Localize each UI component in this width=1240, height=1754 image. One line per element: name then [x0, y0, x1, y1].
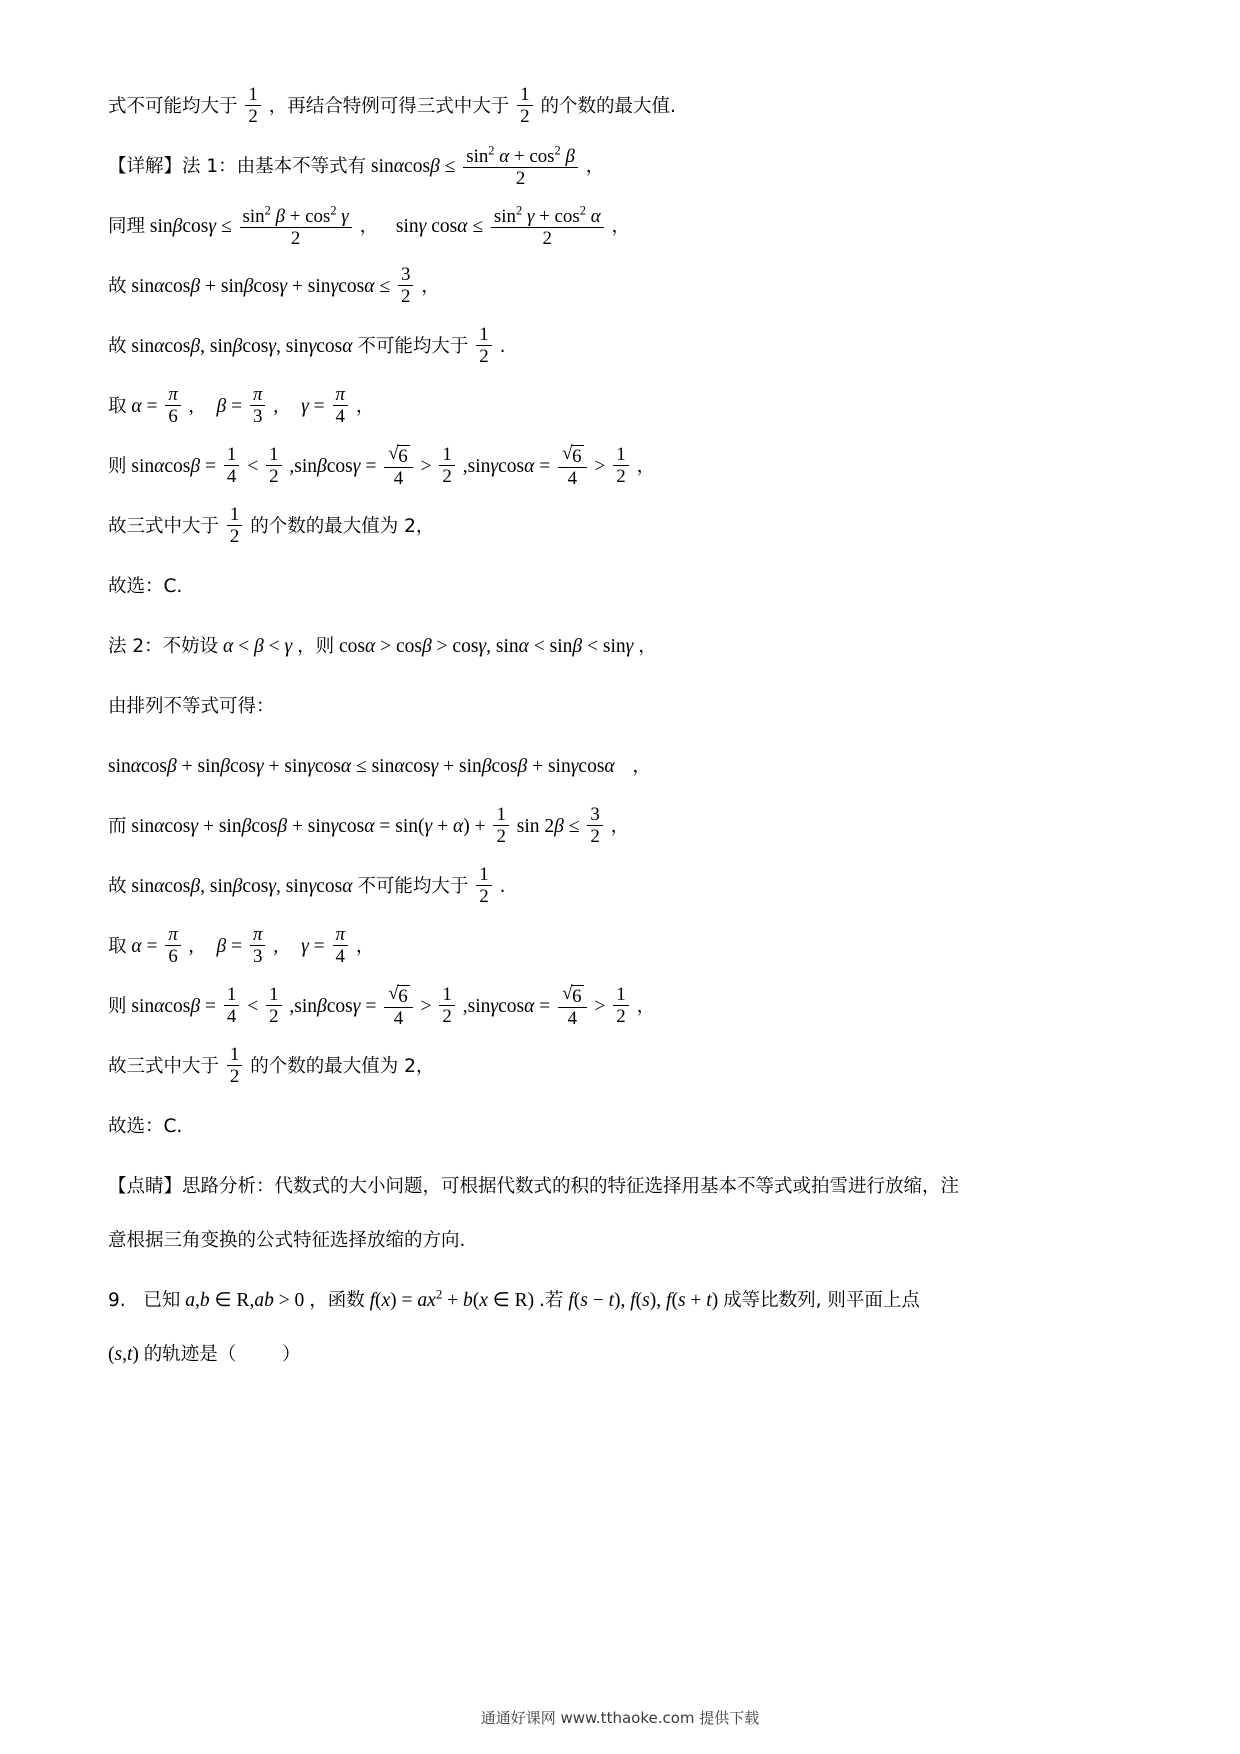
fraction-one-half: $\frac{1}{2}$ — [517, 84, 532, 127]
fraction-one-half: $\frac{1}{2}$ — [227, 1044, 242, 1087]
fraction-one-half: $\frac{1}{2}$ — [439, 984, 454, 1027]
line1-part-b: ，再结合特例可得三式中大于 — [268, 96, 510, 117]
fraction-one-half: $\frac{1}{2}$ — [476, 324, 491, 367]
line14-end: . — [499, 876, 506, 897]
text-line-11 — [108, 680, 1132, 734]
text-line-15: 取 α = $\frac{\pi}{6}$ , β = $\frac{\pi}{3}$ , γ = $\frac{\pi}{4}$ ， — [108, 923, 375, 967]
text-line-16: 则 sinαcosβ = $\frac{1}{4}$ < $\frac{1}{2}$ ,sinβcosγ = √ $\frac{6}{4}$ > $\frac{1}{2}$ ,sinγcosα = √ $\frac{6}{4}$ > $\frac{1}{2}$ ， — [108, 980, 1132, 1034]
fraction-one-half: $\frac{1}{2}$ — [476, 864, 491, 907]
text-line-4: 故 sinαcosβ + sinβcosγ + sinγcosα ≤ $\frac{3}{2}$ ， — [108, 263, 440, 307]
fraction-three-halves: $\frac{3}{2}$ — [587, 804, 602, 847]
text-line-5: 故 sinαcosβ, sinβcosγ, sinγcosα 不可能均大于 $\frac{1}{2}$ . — [108, 323, 506, 367]
line1-part-c: 的个数的最大值. — [540, 96, 676, 117]
question-9-line-1: 9. 已知 a,b ∈ R,ab > 0 ，函数 $f(x) = ax^2 + b(x$ ∈ R) .若 f(s − t), f(s), f(s + t) 成等比数列, 则平面上点 — [108, 1287, 920, 1311]
fraction-sqrt6-over-4: √ $\frac{6}{4}$ — [558, 444, 586, 489]
fraction-one-half: $\frac{1}{2}$ — [613, 984, 628, 1027]
line14-label: 故 — [108, 876, 127, 897]
fraction-pi-over-3: $\frac{\pi}{3}$ — [250, 384, 265, 427]
line4-label: 故 — [108, 276, 127, 297]
line7-label: 则 — [108, 456, 127, 477]
line16-label: 则 — [108, 996, 127, 1017]
text-line-10: 法 2：不妨设 α < β < γ ，则 cosα > cosβ > cosγ, sinα < sinβ < sinγ ， — [108, 636, 657, 657]
insight-part-a: 【点睛】思路分析：代数式的大小问题，可根据代数式的积的特征选择用基本不等式或拍雪进行放缩，注 — [108, 1176, 960, 1197]
fraction-one-half: $\frac{1}{2}$ — [613, 444, 628, 487]
text-line-12: sinαcosβ + sinβcosγ + sinγcosα ≤ sinαcosγ + sinβcosβ + sinγcosα ， — [108, 756, 651, 777]
text-line-19 — [108, 1160, 1132, 1214]
question-9-part-e: 的轨迹是（ — [143, 1344, 237, 1365]
fraction-sin2a-cos2b-over-2: $\frac{\sin^2 \alpha + \cos^2 \beta}{2}$ — [463, 146, 578, 189]
text-line-2: 【详解】法 1：由基本不等式有 sinαcosβ ≤ $\frac{\sin^2 \alpha + \cos^2 \beta}{2}$ ， — [108, 143, 605, 189]
fraction-one-half: $\frac{1}{2}$ — [439, 444, 454, 487]
line3-end: ， — [611, 216, 631, 237]
text-line-1 — [108, 80, 1132, 134]
line17-part-a: 故三式中大于 — [108, 1056, 220, 1077]
text-line-18 — [108, 1100, 1132, 1154]
text-line-17 — [108, 1040, 1132, 1094]
fraction-one-half: $\frac{1}{2}$ — [266, 444, 281, 487]
text-line-7: 则 sinαcosβ = $\frac{1}{4}$ < $\frac{1}{2}$ ,sinβcosγ = √ $\frac{6}{4}$ > $\frac{1}{2}$ ,sinγcosα = √ $\frac{6}{4}$ > $\frac{1}{2}$ ， — [108, 440, 1132, 494]
text-line-3: 同理 sinβcosγ ≤ $\frac{\sin^2 \beta + \cos^2 \gamma}{2}$ ， sinγ cosα ≤ $\frac{\sin^2 \gamma + \cos^2 \alpha}{2}$ ， — [108, 203, 631, 249]
text-line-8 — [108, 500, 1132, 554]
fraction-three-halves: $\frac{3}{2}$ — [398, 264, 413, 307]
line2-end: ， — [585, 156, 605, 177]
fraction-sin2b-cos2g-over-2: $\frac{\sin^2 \beta + \cos^2 \gamma}{2}$ — [240, 206, 352, 249]
line12-end: ， — [632, 756, 651, 777]
text-line-14: 故 sinαcosβ, sinβcosγ, sinγcosα 不可能均大于 $\frac{1}{2}$ . — [108, 863, 506, 907]
page-footer: 通通好课网 www.tthaoke.com 提供下载 — [480, 1709, 760, 1727]
text-line-20 — [108, 1214, 1132, 1268]
line13-end: ， — [610, 816, 630, 837]
line7-end: ， — [636, 456, 656, 477]
question-9-line-2: (s,t) 的轨迹是（ ） — [108, 1344, 301, 1365]
insight-part-b: 意根据三角变换的公式特征选择放缩的方向. — [108, 1230, 466, 1251]
line15-label: 取 — [108, 936, 127, 957]
text-line-13: 而 sinαcosγ + sinβcosβ + sinγcosα = sin(γ + α) + $\frac{1}{2}$ sin 2β ≤ $\frac{3}{2}$ ， — [108, 803, 630, 847]
line8-part-a: 故三式中大于 — [108, 516, 220, 537]
line15-end: ， — [355, 936, 375, 957]
fraction-sin2g-cos2a-over-2: $\frac{\sin^2 \gamma + \cos^2 \alpha}{2}$ — [491, 206, 604, 249]
fraction-one-half: $\frac{1}{2}$ — [493, 804, 508, 847]
line2-label: 【详解】法 1：由基本不等式有 — [108, 156, 367, 177]
fraction-sqrt6-over-4: √ $\frac{6}{4}$ — [384, 444, 412, 489]
line4-end: ， — [421, 276, 440, 297]
answer-choice-c-1: 故选：C. — [108, 576, 183, 597]
line5-mid: 不可能均大于 — [357, 336, 469, 357]
text-line-9 — [108, 560, 1132, 614]
line16-end: ， — [636, 996, 656, 1017]
line13-label: 而 — [108, 816, 127, 837]
fraction-one-quarter: $\frac{1}{4}$ — [224, 444, 239, 487]
fraction-one-half: $\frac{1}{2}$ — [245, 84, 260, 127]
fraction-one-quarter: $\frac{1}{4}$ — [224, 984, 239, 1027]
line17-part-b: 的个数的最大值为 2， — [250, 1056, 435, 1077]
line1-part-a: 式不可能均大于 — [108, 96, 238, 117]
fraction-pi-over-4: $\frac{\pi}{4}$ — [333, 384, 348, 427]
question-9-part-b: ，函数 — [309, 1290, 365, 1311]
line11-text: 由排列不等式可得： — [108, 696, 275, 717]
fraction-one-half: $\frac{1}{2}$ — [227, 504, 242, 547]
question-9-number: 9. — [108, 1290, 126, 1311]
line5-end: . — [499, 336, 506, 357]
fraction-pi-over-6: $\frac{\pi}{6}$ — [165, 924, 180, 967]
line3-comma: ， — [359, 216, 379, 237]
line8-part-b: 的个数的最大值为 2， — [250, 516, 435, 537]
fraction-one-half: $\frac{1}{2}$ — [266, 984, 281, 1027]
question-9-part-c: .若 — [539, 1290, 564, 1311]
fraction-pi-over-6: $\frac{\pi}{6}$ — [165, 384, 180, 427]
question-9-part-f: ） — [282, 1344, 301, 1365]
fraction-pi-over-4: $\frac{\pi}{4}$ — [333, 924, 348, 967]
line10-mid: ，则 — [297, 636, 335, 657]
line14-mid: 不可能均大于 — [357, 876, 469, 897]
fraction-sqrt6-over-4: √ $\frac{6}{4}$ — [558, 984, 586, 1029]
line10-label: 法 2：不妨设 — [108, 636, 219, 657]
line5-label: 故 — [108, 336, 127, 357]
text-line-6: 取 α = $\frac{\pi}{6}$ , β = $\frac{\pi}{3}$ , γ = $\frac{\pi}{4}$ ， — [108, 383, 375, 427]
question-9-part-d: 成等比数列, 则平面上点 — [723, 1290, 920, 1311]
answer-choice-c-2: 故选：C. — [108, 1116, 183, 1137]
line10-end: ， — [638, 636, 657, 657]
fraction-pi-over-3: $\frac{\pi}{3}$ — [250, 924, 265, 967]
line6-label: 取 — [108, 396, 127, 417]
line6-end: ， — [355, 396, 375, 417]
fraction-sqrt6-over-4: √ $\frac{6}{4}$ — [384, 984, 412, 1029]
question-9-part-a: 已知 — [143, 1290, 181, 1311]
line3-label: 同理 — [108, 216, 146, 237]
